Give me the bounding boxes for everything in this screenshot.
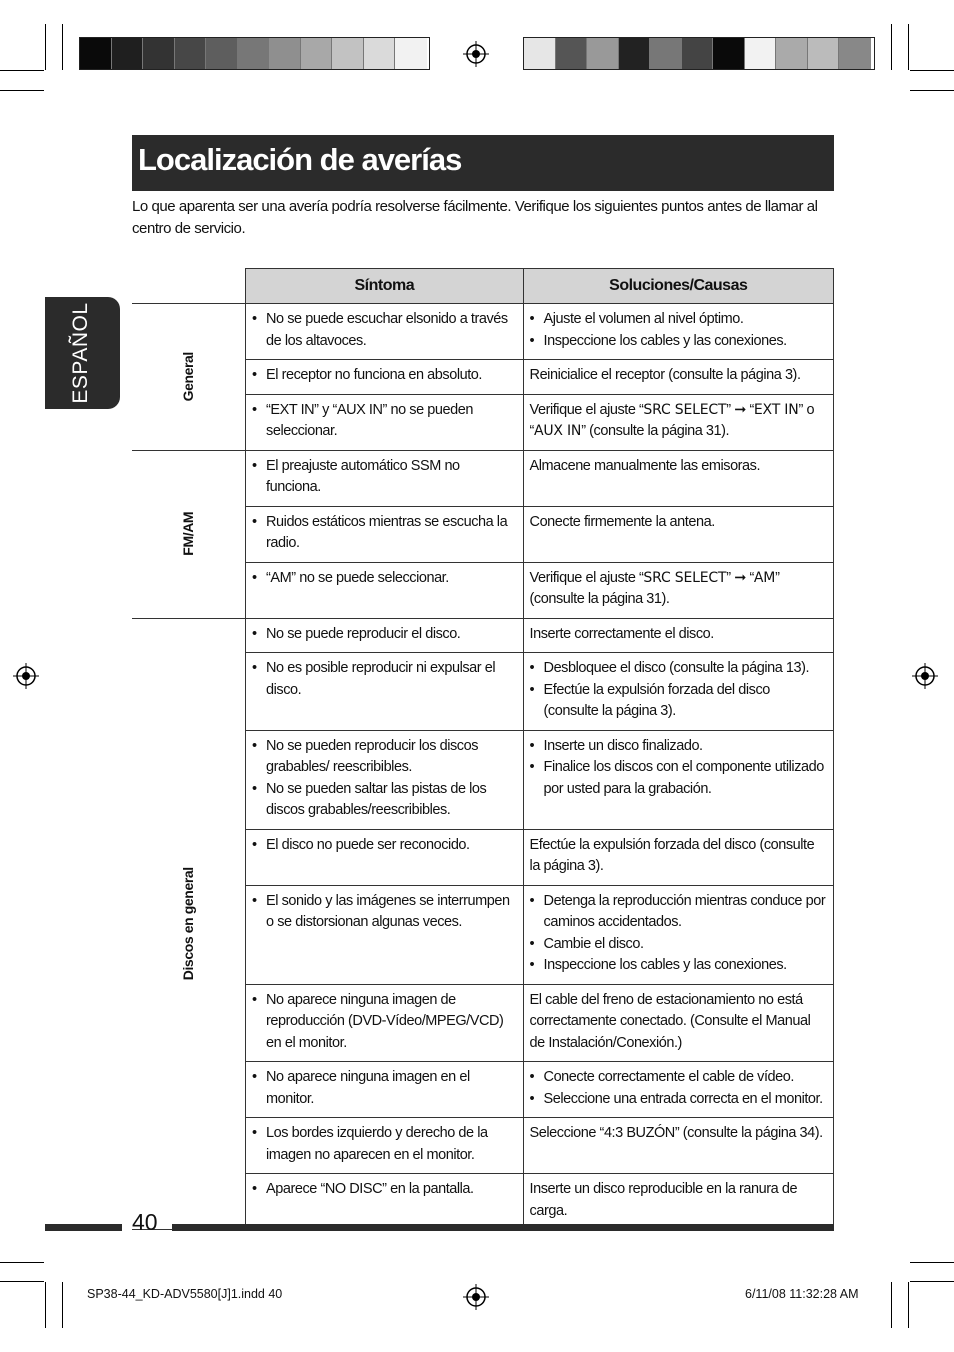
- solution-item: • Detenga la reproducción mientras conduce por caminos accidentados.: [544, 891, 827, 934]
- table-row: [132, 618, 834, 653]
- solution-text: ” (consulte la página 31).: [529, 569, 780, 607]
- solution-cell: [523, 562, 833, 618]
- symptom-cell: [246, 618, 524, 653]
- solution-cell: [523, 885, 833, 984]
- registration-target-icon: [912, 663, 938, 689]
- symptom-cell: [246, 885, 524, 984]
- color-bar-right: [523, 37, 875, 70]
- solution-cell: [523, 653, 833, 731]
- solution-text: ” ➞ “: [726, 569, 754, 586]
- symptom-cell: [246, 829, 524, 885]
- symptom-item: • No aparece ninguna imagen de reproducción (DVD-Vídeo/MPEG/VCD) en el monitor.: [266, 990, 517, 1055]
- symptom-item: • El sonido y las imágenes se interrumpen o se distorsionan algunas veces.: [266, 891, 517, 934]
- solution-cell: Inserte correctamente el disco.: [523, 618, 833, 653]
- color-swatch: [556, 38, 588, 69]
- color-swatch: [776, 38, 808, 69]
- crop-mark: [910, 1262, 954, 1263]
- slug-date: 6/11/08 11:32:28 AM: [745, 1287, 859, 1301]
- solution-item: • Conecte correctamente el cable de vídeo.: [544, 1067, 827, 1089]
- color-swatch: [364, 38, 396, 69]
- registration-target-icon: [463, 41, 489, 67]
- symptom-item: • “AM” no se puede seleccionar.: [266, 568, 517, 590]
- solution-item: • Finalice los discos con el componente utilizado por usted para la grabación.: [544, 757, 827, 800]
- table-row: [132, 304, 834, 360]
- color-swatch: [80, 38, 112, 69]
- symptom-cell: [246, 730, 524, 829]
- color-swatch: [332, 38, 364, 69]
- color-swatch: [713, 38, 745, 69]
- slug-file: SP38-44_KD-ADV5580[J]1.indd 40: [87, 1287, 283, 1301]
- page-number: 40: [132, 1209, 158, 1235]
- solution-item: • Inspeccione los cables y las conexiones.: [544, 331, 827, 353]
- page-title: Localización de averías: [138, 142, 462, 177]
- footer-rule-left: [45, 1224, 122, 1231]
- color-swatch: [238, 38, 270, 69]
- color-swatch: [839, 38, 871, 69]
- registration-target-icon: [463, 1284, 489, 1310]
- solution-cell: Conecte firmemente la antena.: [523, 506, 833, 562]
- solution-text: ” o “: [529, 401, 815, 439]
- solution-cell: Almacene manualmente las emisoras.: [523, 450, 833, 506]
- solution-text: Verifique el ajuste “: [529, 401, 644, 418]
- symptom-item: • No aparece ninguna imagen en el monitor.: [266, 1067, 517, 1110]
- crop-mark: [910, 90, 954, 91]
- color-swatch: [682, 38, 714, 69]
- color-swatch: [619, 38, 651, 69]
- color-swatch: [112, 38, 144, 69]
- symptom-item: • El receptor no funciona en absoluto.: [266, 365, 517, 387]
- symptom-cell: [246, 304, 524, 360]
- color-swatch: [143, 38, 175, 69]
- symptom-cell: [246, 506, 524, 562]
- solution-text: ” ➞ “: [726, 401, 754, 418]
- color-swatch: [269, 38, 301, 69]
- crop-mark: [62, 1282, 63, 1328]
- symptom-cell: [246, 394, 524, 450]
- solution-cell: Inserte un disco reproducible en la ranura de carga.: [523, 1174, 833, 1230]
- troubleshooting-table: [132, 268, 834, 1230]
- solution-cell: Reinicialice el receptor (consulte la página 3).: [523, 360, 833, 395]
- header-symptom: Síntoma: [246, 269, 524, 304]
- color-bar-left: [79, 37, 430, 70]
- symptom-cell: [246, 1062, 524, 1118]
- title-band: [132, 135, 834, 191]
- table-header-row: [132, 269, 834, 304]
- solution-item: • Seleccione una entrada correcta en el monitor.: [544, 1089, 827, 1111]
- footer-rule-right: [172, 1224, 834, 1231]
- crop-mark: [908, 1282, 909, 1328]
- header-blank: [132, 269, 246, 304]
- symptom-cell: [246, 450, 524, 506]
- solution-cell: Seleccione “4:3 BUZÓN” (consulte la página 34).: [523, 1118, 833, 1174]
- symptom-cell: [246, 1174, 524, 1230]
- color-swatch: [808, 38, 840, 69]
- category-general: [132, 304, 246, 451]
- symptom-item: • No se puede reproducir el disco.: [266, 624, 517, 646]
- solution-item: • Cambie el disco.: [544, 934, 827, 956]
- crop-mark: [62, 24, 63, 70]
- color-swatch: [524, 38, 556, 69]
- symptom-cell: [246, 562, 524, 618]
- symptom-item: • No se puede escuchar elsonido a través de los altavoces.: [266, 309, 517, 352]
- setting-value: AM: [753, 569, 776, 586]
- crop-mark: [45, 1282, 46, 1328]
- crop-mark: [0, 90, 44, 91]
- category-label: General: [179, 351, 196, 401]
- setting-value: AUX IN: [533, 423, 582, 439]
- table-row: [132, 450, 834, 506]
- color-swatch: [650, 38, 682, 69]
- solution-cell: [523, 730, 833, 829]
- intro-text: Lo que aparenta ser una avería podría resolverse fácilmente. Verifique los siguientes puntos antes de llamar al centro de servicio.: [132, 198, 818, 237]
- header-solution: Soluciones/Causas: [523, 269, 833, 304]
- solution-cell: El cable del freno de estacionamiento no está correctamente conectado. (Consulte el Manual de Instalación/Conexión.): [523, 984, 833, 1062]
- solution-cell: Efectúe la expulsión forzada del disco (consulte la página 3).: [523, 829, 833, 885]
- symptom-item: • El preajuste automático SSM no funciona.: [266, 456, 517, 499]
- symptom-item: • “EXT IN” y “AUX IN” no se pueden seleccionar.: [266, 400, 517, 443]
- language-tab: [45, 297, 120, 409]
- language-tab-label: ESPAÑOL: [69, 302, 92, 404]
- setting-name: SRC SELECT: [643, 569, 727, 586]
- solution-cell: [523, 304, 833, 360]
- color-swatch: [587, 38, 619, 69]
- solution-item: • Inspeccione los cables y las conexiones.: [544, 955, 827, 977]
- symptom-item: • No se pueden reproducir los discos grabables/ reescribibles.: [266, 736, 517, 779]
- setting-name: SRC SELECT: [643, 401, 727, 418]
- symptom-item: • El disco no puede ser reconocido.: [266, 835, 517, 857]
- solution-text: Verifique el ajuste “: [529, 569, 644, 586]
- registration-target-icon: [13, 663, 39, 689]
- solution-item: • Ajuste el volumen al nivel óptimo.: [544, 309, 827, 331]
- solution-cell: [523, 1062, 833, 1118]
- solution-item: • Desbloquee el disco (consulte la página 13).: [544, 658, 827, 680]
- symptom-item: • No se pueden saltar las pistas de los discos grabables/reescribibles.: [266, 779, 517, 822]
- category-fmam: [132, 450, 246, 618]
- setting-value: EXT IN: [753, 401, 799, 418]
- crop-mark: [910, 70, 954, 71]
- symptom-item: • No es posible reproducir ni expulsar el disco.: [266, 658, 517, 701]
- crop-mark: [45, 24, 46, 70]
- solution-cell: [523, 394, 833, 450]
- solution-text: ” (consulte la página 31).: [581, 423, 730, 439]
- crop-mark: [0, 70, 44, 71]
- color-swatch: [301, 38, 333, 69]
- color-swatch: [175, 38, 207, 69]
- symptom-cell: [246, 360, 524, 395]
- symptom-cell: [246, 1118, 524, 1174]
- category-discs: [132, 618, 246, 1230]
- color-swatch: [206, 38, 238, 69]
- solution-item: • Inserte un disco finalizado.: [544, 736, 827, 758]
- color-swatch: [395, 38, 427, 69]
- crop-mark: [891, 1282, 892, 1328]
- symptom-item: • Los bordes izquierdo y derecho de la imagen no aparecen en el monitor.: [266, 1123, 517, 1166]
- symptom-item: • Aparece “NO DISC” en la pantalla.: [266, 1179, 517, 1201]
- category-label: FM/AM: [179, 511, 196, 556]
- crop-mark: [0, 1262, 44, 1263]
- solution-item: • Efectúe la expulsión forzada del disco (consulte la página 3).: [544, 680, 827, 723]
- crop-mark: [908, 24, 909, 70]
- color-swatch: [745, 38, 777, 69]
- symptom-cell: [246, 984, 524, 1062]
- category-label: Discos en general: [179, 866, 196, 980]
- symptom-cell: [246, 653, 524, 731]
- crop-mark: [0, 1281, 44, 1282]
- crop-mark: [910, 1281, 954, 1282]
- symptom-item: • Ruidos estáticos mientras se escucha la radio.: [266, 512, 517, 555]
- crop-mark: [891, 24, 892, 70]
